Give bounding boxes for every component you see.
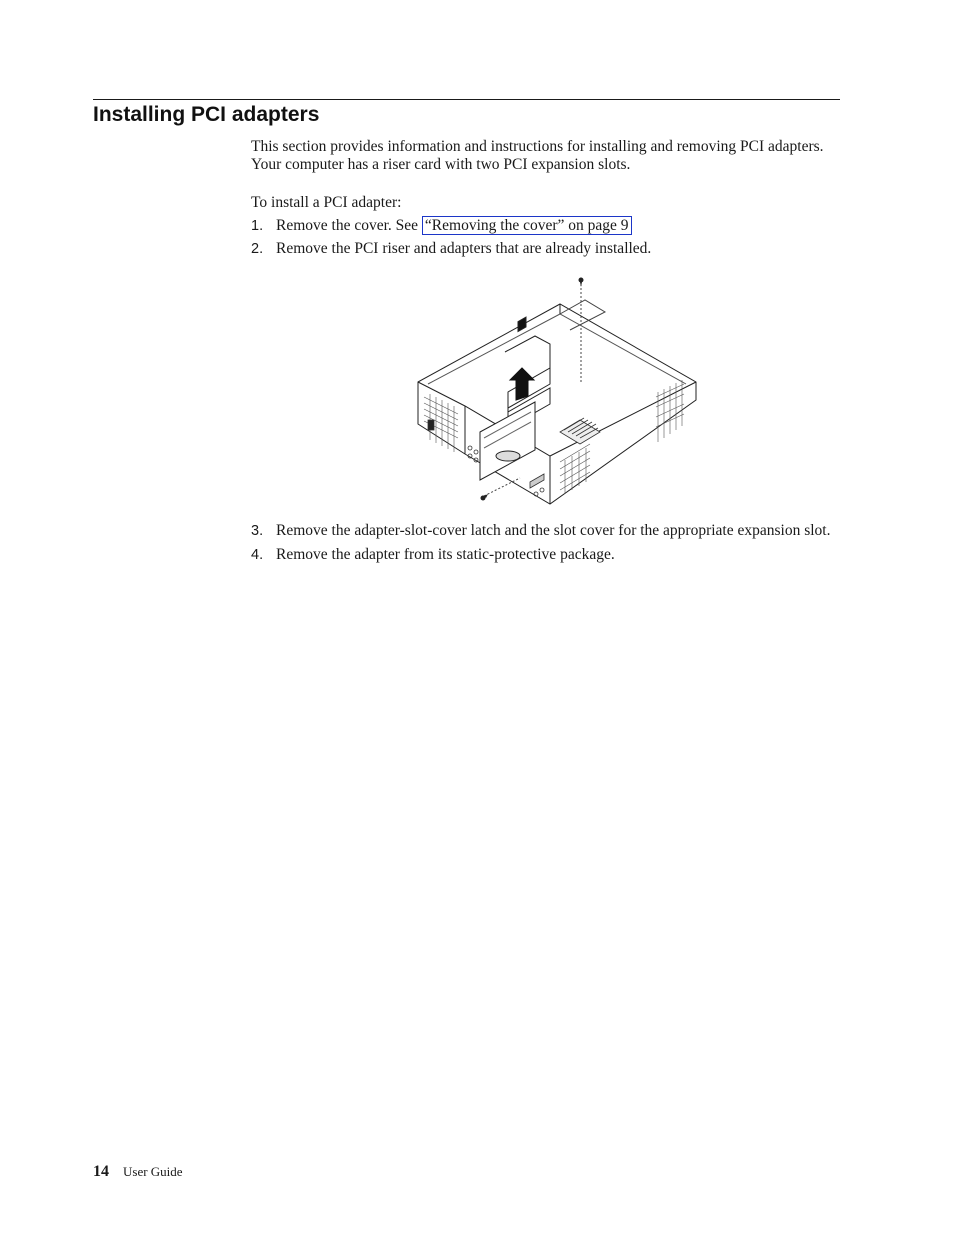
step-text: Remove the PCI riser and adapters that are already installed. [276, 240, 652, 257]
pci-riser-removal-illustration [410, 272, 705, 508]
step-text: Remove the adapter from its static-protective package. [276, 546, 615, 563]
screw-icon [481, 494, 489, 501]
section-heading: Installing PCI adapters [93, 103, 320, 126]
step-number: 2. [251, 241, 264, 257]
intro-paragraph: This section provides information and instructions for installing and removing PCI adapters. Your computer has a riser card with two PCI expansion slots. [251, 138, 824, 173]
step-text: Remove the adapter-slot-cover latch and the slot cover for the appropriate expansion slot. [276, 522, 831, 539]
screw-icon [579, 278, 584, 288]
chassis-outline [418, 304, 696, 504]
step-number: 3. [251, 523, 264, 539]
footer-label: User Guide [123, 1164, 183, 1179]
heading-rule [93, 99, 840, 100]
procedure-lead: To install a PCI adapter: [251, 194, 402, 211]
step-number: 4. [251, 547, 264, 563]
cross-reference-link[interactable]: “Removing the cover” on page 9 [422, 216, 632, 235]
steps-list-before [251, 217, 841, 258]
step-3 [251, 522, 841, 540]
steps-list-after [251, 522, 841, 564]
step-2 [251, 240, 841, 258]
step-1 [251, 217, 841, 235]
step-text: Remove the cover. See [276, 217, 422, 234]
page-number: 14 [93, 1163, 109, 1180]
step-number: 1. [251, 218, 264, 234]
page-footer [93, 1162, 183, 1182]
step-4 [251, 546, 841, 564]
